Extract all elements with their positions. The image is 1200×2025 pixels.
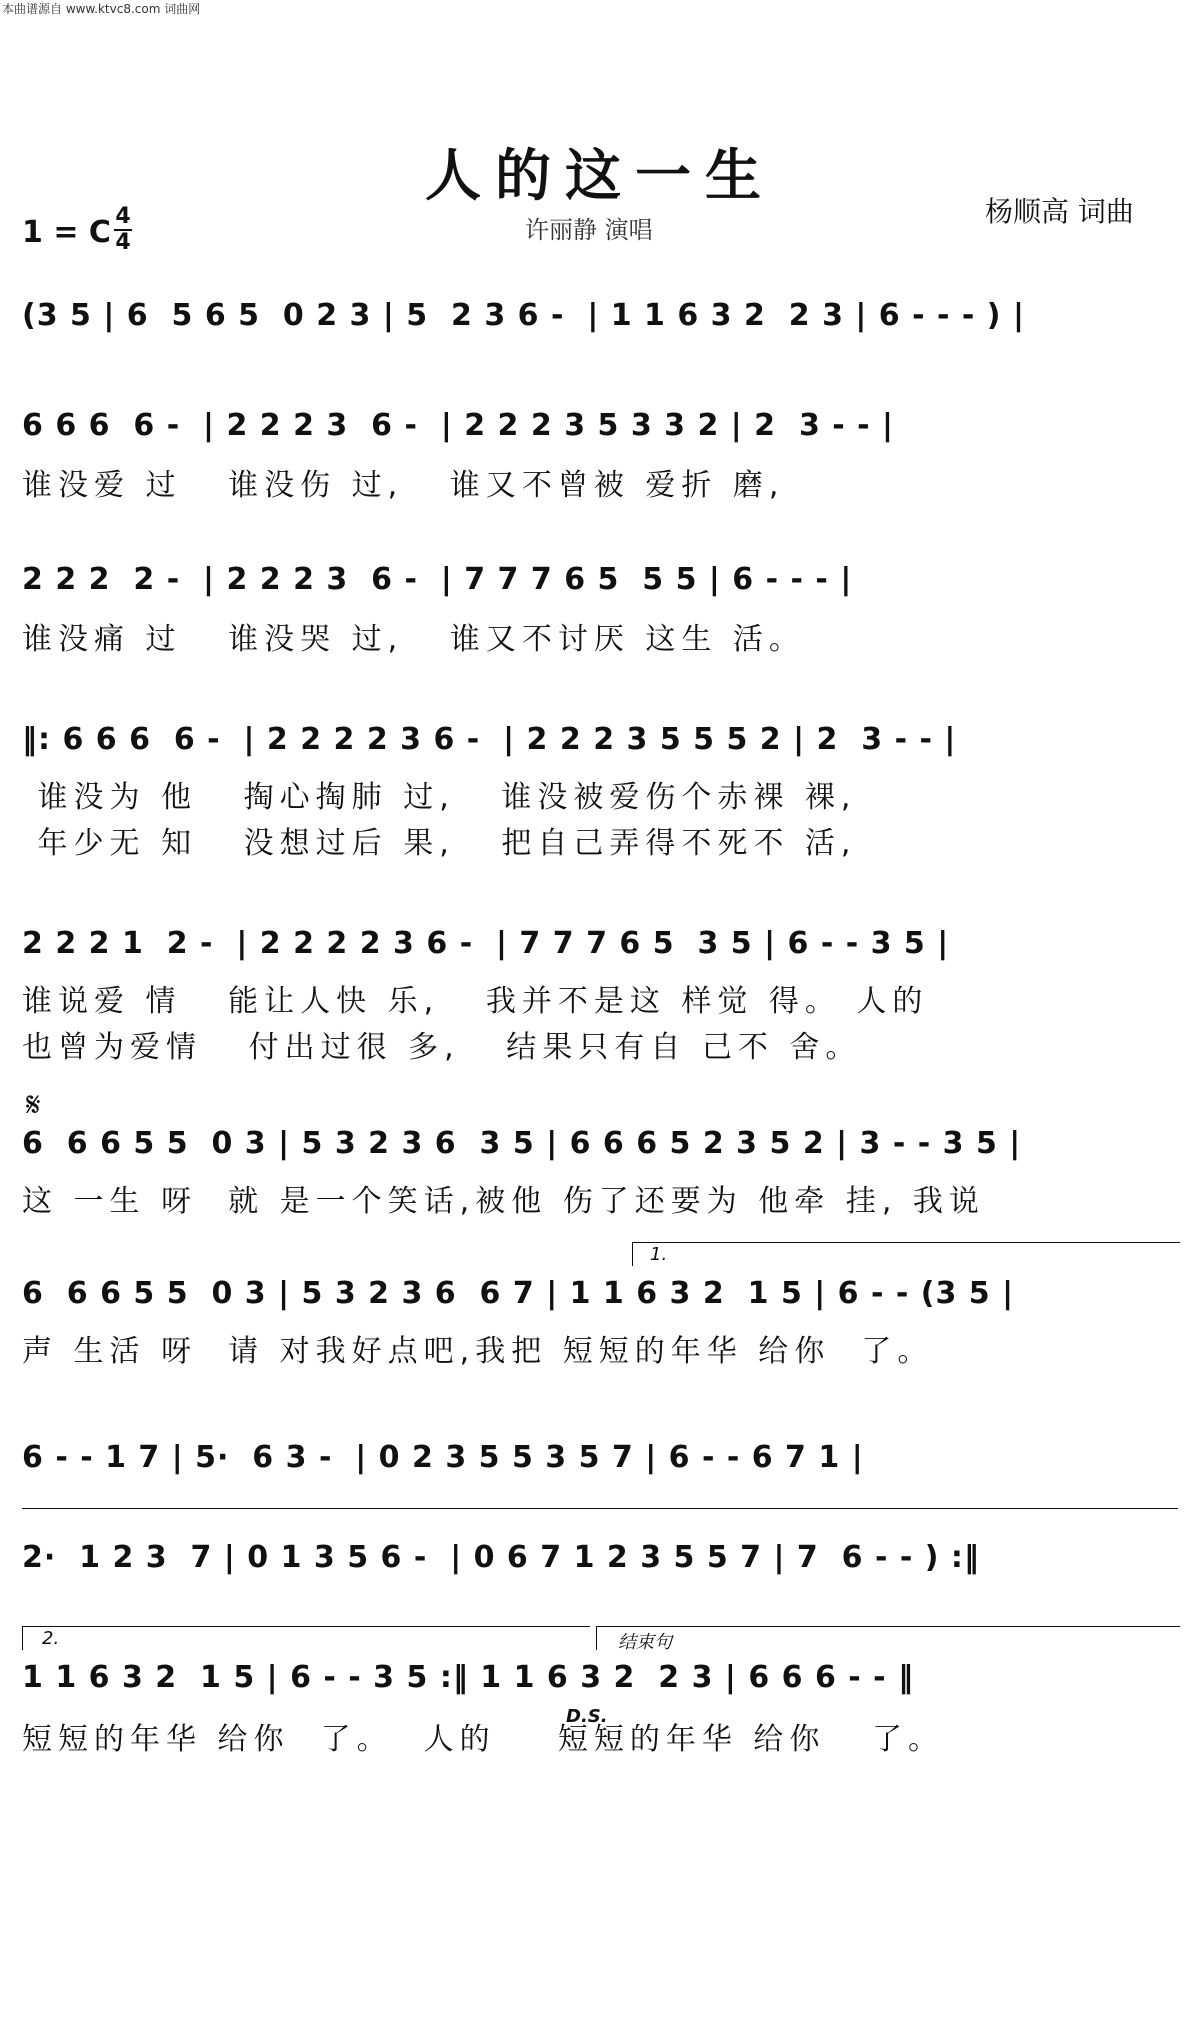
segno-sign: 𝄋 xyxy=(26,1085,41,1125)
time-signature xyxy=(114,205,132,255)
singer-credit: 许丽静 演唱 xyxy=(525,216,653,244)
volta-1-label: 1. xyxy=(650,1244,668,1265)
time-signature-bottom: 4 xyxy=(115,230,131,255)
system-6-notes: 6 6 6 5 5 0 3 | 5 3 2 3 6 3 5 | 6 6 6 5 2 3 5 2 | 3 - - 3 5 | xyxy=(22,1126,1022,1161)
system-7-notes: 6 6 6 5 5 0 3 | 5 3 2 3 6 6 7 | 1 1 6 3 2 1 5 | 6 - - (3 5 | xyxy=(22,1276,1015,1311)
volta-1-bracket xyxy=(632,1242,1180,1243)
song-title: 人的这一生 xyxy=(425,143,775,209)
system-3-lyric-1: 谁没痛 过 谁没哭 过, 谁又不讨厌 这生 活。 xyxy=(22,622,805,657)
system-5-lyric-2: 也曾为爱情 付出过很 多, 结果只有自 己不 舍。 xyxy=(22,1030,862,1065)
system-10-notes: 1 1 6 3 2 1 5 | 6 - - 3 5 :‖ 1 1 6 3 2 2 3 | 6 6 6 - - ‖ xyxy=(22,1660,915,1695)
system-2-lyric-1: 谁没爱 过 谁没伤 过, 谁又不曾被 爱折 磨, xyxy=(22,468,785,503)
volta-2-label: 2. xyxy=(42,1628,60,1649)
system-2-notes: 6 6 6 6 - | 2 2 2 3 6 - | 2 2 2 3 5 3 3 2 | 2 3 - - | xyxy=(22,408,895,443)
volta-2-bracket-left xyxy=(22,1626,23,1650)
volta-1-bracket-left xyxy=(632,1242,633,1266)
system-5-notes: 2 2 2 1 2 - | 2 2 2 2 3 6 - | 7 7 7 6 5 3 5 | 6 - - 3 5 | xyxy=(22,926,950,961)
system-4-lyric-1: 谁没为 他 掏心掏肺 过, 谁没被爱伤个赤裸 裸, xyxy=(22,780,857,815)
system-7-lyric-1: 声 生活 呀 请 对我好点吧,我把 短短的年华 给你 了。 xyxy=(22,1334,934,1369)
ending-bracket-left xyxy=(596,1626,597,1650)
time-signature-top: 4 xyxy=(115,204,131,229)
volta-2-bracket xyxy=(22,1626,590,1627)
watermark: 本曲谱源自 www.ktvc8.com 词曲网 xyxy=(2,2,201,16)
system-8-notes: 6 - - 1 7 | 5· 6 3 - | 0 2 3 5 5 3 5 7 | 6 - - 6 7 1 | xyxy=(22,1440,864,1475)
composer-credit: 杨顺高 词曲 xyxy=(985,195,1134,228)
ending-label: 结束句 xyxy=(618,1632,672,1653)
system-9-notes: 2· 1 2 3 7 | 0 1 3 5 6 - | 0 6 7 1 2 3 5 5 7 | 7 6 - - ) :‖ xyxy=(22,1540,980,1575)
ending-bracket xyxy=(596,1626,1180,1627)
system-4-notes: ‖: 6 6 6 6 - | 2 2 2 2 3 6 - | 2 2 2 3 5 5 5 2 | 2 3 - - | xyxy=(22,722,957,757)
system-3-notes: 2 2 2 2 - | 2 2 2 3 6 - | 7 7 7 6 5 5 5 | 6 - - - | xyxy=(22,562,853,597)
system-10-lyric-1: 短短的年华 给你 了。 人的 短短的年华 给你 了。 xyxy=(22,1722,944,1757)
key-signature: 1 = C xyxy=(22,215,111,250)
system-6-lyric-1: 这 一生 呀 就 是一个笑话,被他 伤了还要为 他牵 挂, 我说 xyxy=(22,1184,985,1219)
system-1-notes: (3 5 | 6 5 6 5 0 2 3 | 5 2 3 6 - | 1 1 6 3 2 2 3 | 6 - - - ) | xyxy=(22,298,1025,333)
volta-1-continuation xyxy=(22,1508,1178,1509)
system-5-lyric-1: 谁说爱 情 能让人快 乐, 我并不是这 样觉 得。 人的 xyxy=(22,984,929,1019)
system-4-lyric-2: 年少无 知 没想过后 果, 把自己弄得不死不 活, xyxy=(22,826,857,861)
dal-segno-mark: D.S. xyxy=(566,1706,608,1727)
